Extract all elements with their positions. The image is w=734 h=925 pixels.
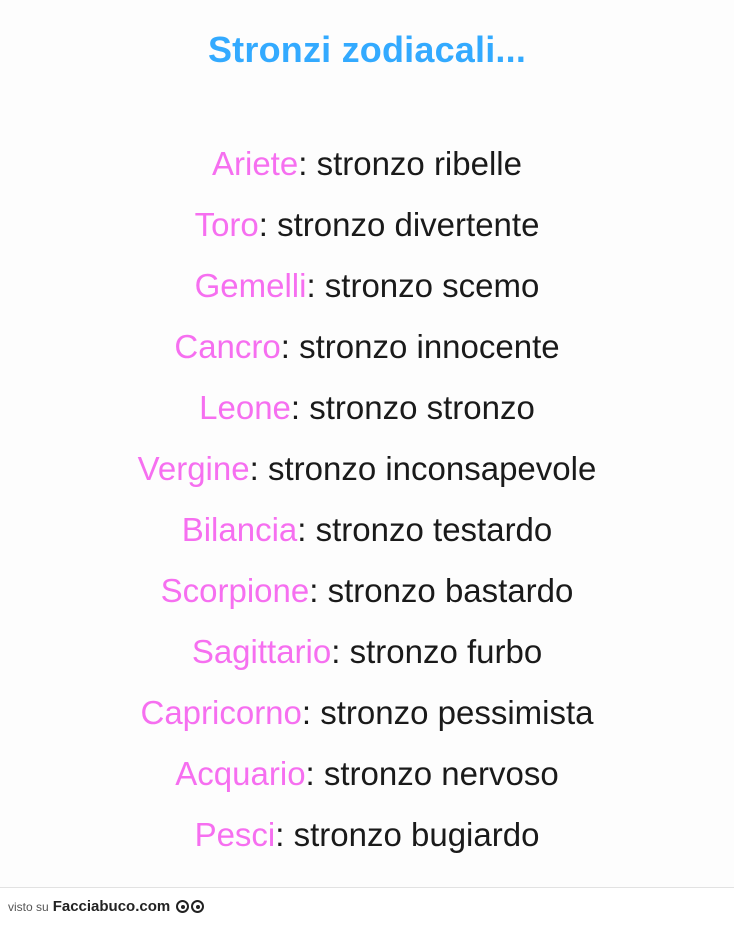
eyes-icon — [176, 900, 204, 913]
zodiac-sign: Toro — [194, 206, 259, 244]
separator: : — [306, 267, 325, 305]
separator: : — [305, 755, 324, 793]
zodiac-sign: Leone — [199, 389, 291, 427]
zodiac-sign: Sagittario — [191, 633, 332, 671]
list-item — [182, 499, 553, 560]
eye-left-icon — [176, 900, 189, 913]
zodiac-sign: Bilancia — [181, 511, 298, 549]
zodiac-sign: Pesci — [194, 816, 276, 854]
list-item — [138, 438, 597, 499]
list-item — [175, 743, 558, 804]
eye-right-icon — [191, 900, 204, 913]
separator: : — [249, 450, 268, 488]
separator: : — [275, 816, 294, 854]
list-item — [195, 194, 540, 255]
list-item — [195, 255, 540, 316]
list-item — [140, 682, 593, 743]
list-item — [195, 804, 540, 865]
zodiac-sign: Scorpione — [160, 572, 310, 610]
zodiac-sign: Vergine — [137, 450, 250, 488]
zodiac-description: stronzo ribelle — [316, 145, 522, 183]
zodiac-description: stronzo bugiardo — [293, 816, 540, 854]
separator: : — [331, 633, 350, 671]
zodiac-sign: Gemelli — [194, 267, 307, 305]
list-item — [212, 133, 522, 194]
list-item — [199, 377, 535, 438]
watermark-footer — [0, 887, 734, 925]
list-item — [192, 621, 542, 682]
separator: : — [309, 572, 328, 610]
list-item — [174, 316, 559, 377]
zodiac-description: stronzo bastardo — [327, 572, 574, 610]
zodiac-sign: Cancro — [174, 328, 281, 366]
separator: : — [297, 511, 316, 549]
zodiac-description: stronzo stronzo — [309, 389, 535, 427]
separator: : — [301, 694, 321, 732]
separator: : — [258, 206, 278, 244]
separator: : — [280, 328, 300, 366]
zodiac-description: stronzo nervoso — [323, 755, 559, 793]
zodiac-list — [0, 133, 734, 865]
separator: : — [290, 389, 310, 427]
watermark-brand[interactable]: Facciabuco.com — [52, 898, 171, 915]
zodiac-sign: Capricorno — [140, 694, 302, 732]
zodiac-description: stronzo testardo — [315, 511, 553, 549]
zodiac-description: stronzo furbo — [349, 633, 543, 671]
zodiac-description: stronzo divertente — [277, 206, 540, 244]
watermark-prefix: visto su — [8, 899, 49, 914]
zodiac-description: stronzo inconsapevole — [267, 450, 597, 488]
list-item — [161, 560, 574, 621]
zodiac-description: stronzo pessimista — [320, 694, 594, 732]
zodiac-sign: Acquario — [175, 755, 306, 793]
zodiac-description: stronzo innocente — [299, 328, 560, 366]
zodiac-sign: Ariete — [212, 145, 299, 183]
separator: : — [298, 145, 317, 183]
page-title: Stronzi zodiacali... — [207, 29, 527, 70]
zodiac-description: stronzo scemo — [324, 267, 540, 305]
